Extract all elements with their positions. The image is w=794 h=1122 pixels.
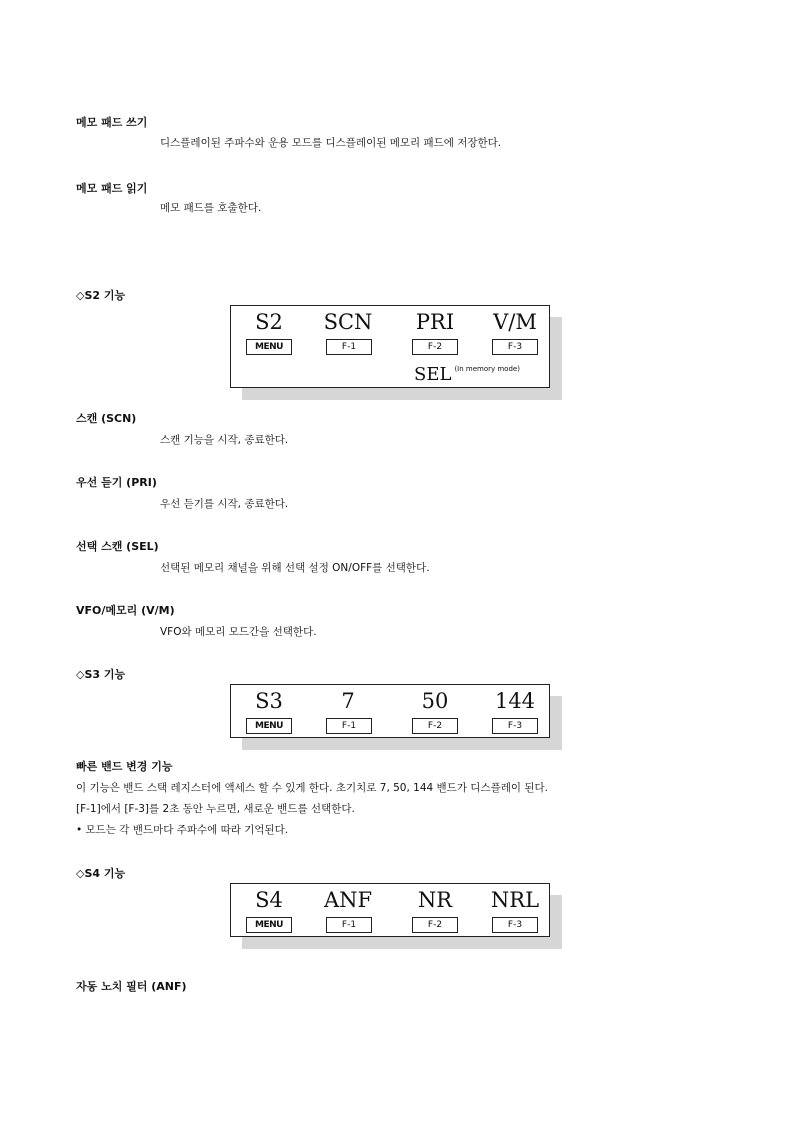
f1-key[interactable]: F-1 bbox=[326, 339, 372, 355]
band-50-label: 50 bbox=[421, 689, 449, 713]
scan-heading: 스캔 (SCN) bbox=[76, 412, 137, 425]
band-7-label: 7 bbox=[341, 689, 355, 713]
memo-read-description: 메모 패드를 호출한다. bbox=[160, 202, 262, 214]
f2-key[interactable]: F-2 bbox=[412, 718, 458, 734]
s2-label: S2 bbox=[255, 310, 283, 334]
nr-label: NR bbox=[417, 888, 453, 912]
anf-heading: 자동 노치 필터 (ANF) bbox=[76, 980, 187, 993]
s2-function-heading: ◇S2 기능 bbox=[76, 289, 126, 302]
s2-display-panel bbox=[230, 305, 550, 388]
menu-key[interactable]: MENU bbox=[246, 917, 292, 933]
f1-key[interactable]: F-1 bbox=[326, 718, 372, 734]
quick-band-heading: 빠른 밴드 변경 기능 bbox=[76, 760, 173, 773]
s4-display-panel bbox=[230, 883, 550, 937]
menu-key[interactable]: MENU bbox=[246, 339, 292, 355]
s3-label: S3 bbox=[255, 689, 283, 713]
f2-key[interactable]: F-2 bbox=[412, 917, 458, 933]
f3-key[interactable]: F-3 bbox=[492, 718, 538, 734]
memo-write-heading: 메모 패드 쓰기 bbox=[76, 116, 148, 129]
f3-key[interactable]: F-3 bbox=[492, 917, 538, 933]
quick-band-line-1: 이 기능은 밴드 스택 레지스터에 액세스 할 수 있게 한다. 초기치로 7, 50, 144 밴드가 디스플레이 된다. bbox=[76, 782, 548, 794]
select-scan-description: 선택된 메모리 채널을 위해 선택 설정 ON/OFF를 선택한다. bbox=[160, 562, 430, 574]
memo-read-heading: 메모 패드 읽기 bbox=[76, 182, 148, 195]
quick-band-note: • 모드는 각 밴드마다 주파수에 따라 기억된다. bbox=[76, 824, 289, 836]
scan-description: 스캔 기능을 시작, 종료한다. bbox=[160, 434, 289, 446]
vfo-memory-heading: VFO/메모리 (V/M) bbox=[76, 604, 175, 617]
s4-function-heading: ◇S4 기능 bbox=[76, 867, 126, 880]
menu-key[interactable]: MENU bbox=[246, 718, 292, 734]
quick-band-line-2: [F-1]에서 [F-3]를 2초 동안 누르면, 새로운 밴드를 선택한다. bbox=[76, 803, 355, 815]
f1-key[interactable]: F-1 bbox=[326, 917, 372, 933]
lcd-screen bbox=[230, 684, 550, 738]
pri-label: PRI bbox=[415, 310, 455, 334]
f2-key[interactable]: F-2 bbox=[412, 339, 458, 355]
vfo-memory-description: VFO와 메모리 모드간을 선택한다. bbox=[160, 626, 317, 638]
lcd-screen bbox=[230, 305, 550, 388]
sel-text: SEL bbox=[414, 364, 452, 385]
sel-note: (In memory mode) bbox=[454, 365, 520, 373]
priority-heading: 우선 듣기 (PRI) bbox=[76, 476, 157, 489]
f3-key[interactable]: F-3 bbox=[492, 339, 538, 355]
select-scan-heading: 선택 스캔 (SEL) bbox=[76, 540, 159, 553]
vm-label: V/M bbox=[493, 310, 537, 334]
scn-label: SCN bbox=[323, 310, 373, 334]
nrl-label: NRL bbox=[490, 888, 540, 912]
lcd-screen bbox=[230, 883, 550, 937]
band-144-label: 144 bbox=[494, 689, 536, 713]
priority-description: 우선 듣기를 시작, 종료한다. bbox=[160, 498, 289, 510]
anf-label: ANF bbox=[323, 888, 373, 912]
s4-label: S4 bbox=[255, 888, 283, 912]
s3-function-heading: ◇S3 기능 bbox=[76, 668, 126, 681]
memo-write-description: 디스플레이된 주파수와 운용 모드를 디스플레이된 메모리 패드에 저장한다. bbox=[160, 137, 502, 149]
s3-display-panel bbox=[230, 684, 550, 738]
sel-label bbox=[414, 364, 520, 385]
